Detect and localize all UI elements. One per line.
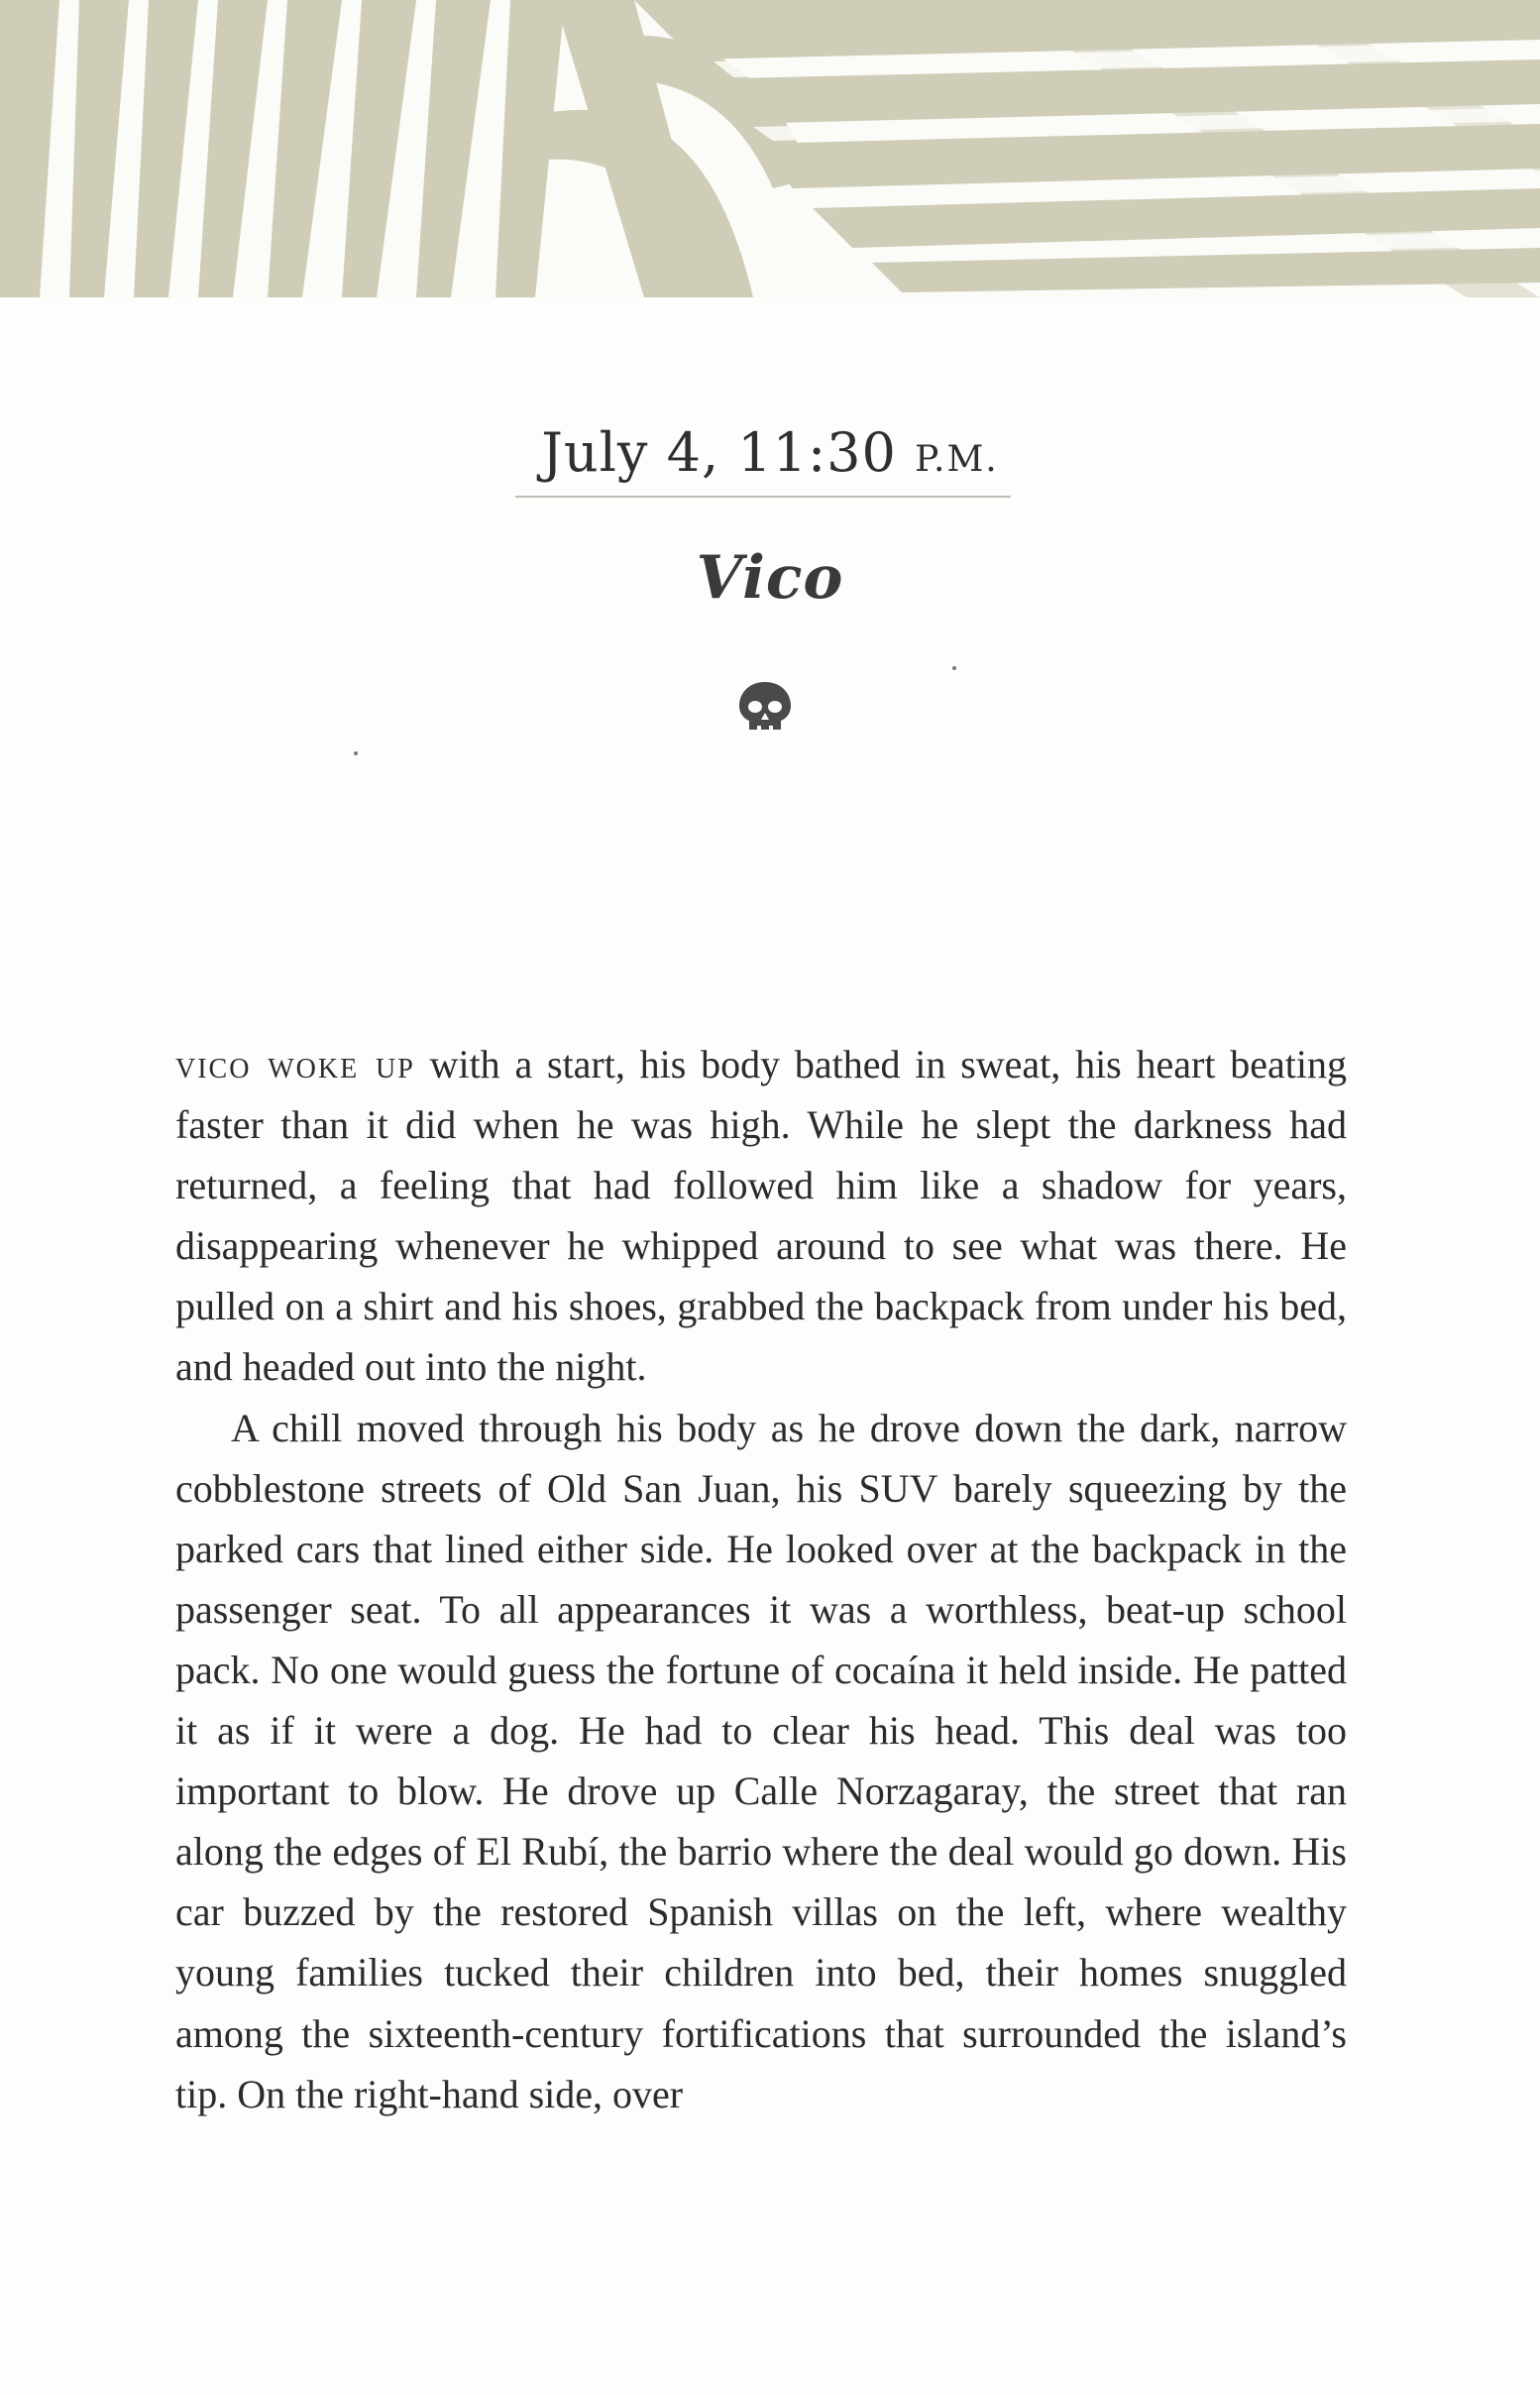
palm-frond-decoration	[0, 0, 1540, 297]
paragraph-2: A chill moved through his body as he drove down the dark, narrow cobblestone streets of Old San Juan, his SUV barely squeezing by the parked cars that lined either side. He looked over at the backpack in the passenger seat. To all appearances it was a worthless, beat-up school pack. No one would guess the fortune of cocaína it held inside. He patted it as if it were a dog. He had to clear his head. This deal was too important to blow. He drove up Calle Norzagaray, the street that ran along the edges of El Rubí, the barrio where the deal would go down. His car buzzed by the restored Spanish villas on the left, where wealthy young families tucked their children into bed, their homes snuggled among the sixteenth-century fortifications that surrounded the island’s tip. On the right-hand side, over	[175, 1405, 1347, 2116]
chapter-date	[0, 421, 1540, 484]
paragraph-1	[175, 1034, 1347, 1398]
chapter-date-ampm: P.M.	[915, 439, 999, 480]
palm-frond-decoration-icon	[0, 0, 1540, 297]
body-text	[175, 1034, 1347, 2124]
paper-speck	[952, 666, 956, 670]
chapter-date-text: July 4, 11:30	[541, 421, 897, 484]
paper-speck	[354, 751, 358, 755]
skull-icon	[735, 680, 795, 736]
paragraph-1-text: with a start, his body bathed in sweat, his heart beating faster than it did when he was high. While he slept the darkness had returned, a feeling that had followed him like a shadow for years, disappearing whenever he whipped around to see what was there. He pulled on a shirt and his shoes, grabbed the backpack from under his bed, and headed out into the night.	[175, 1042, 1347, 1390]
lead-in-smallcaps: vico woke up	[175, 1042, 415, 1086]
title-divider	[515, 496, 1011, 498]
chapter-character-name: Vico	[696, 543, 844, 613]
